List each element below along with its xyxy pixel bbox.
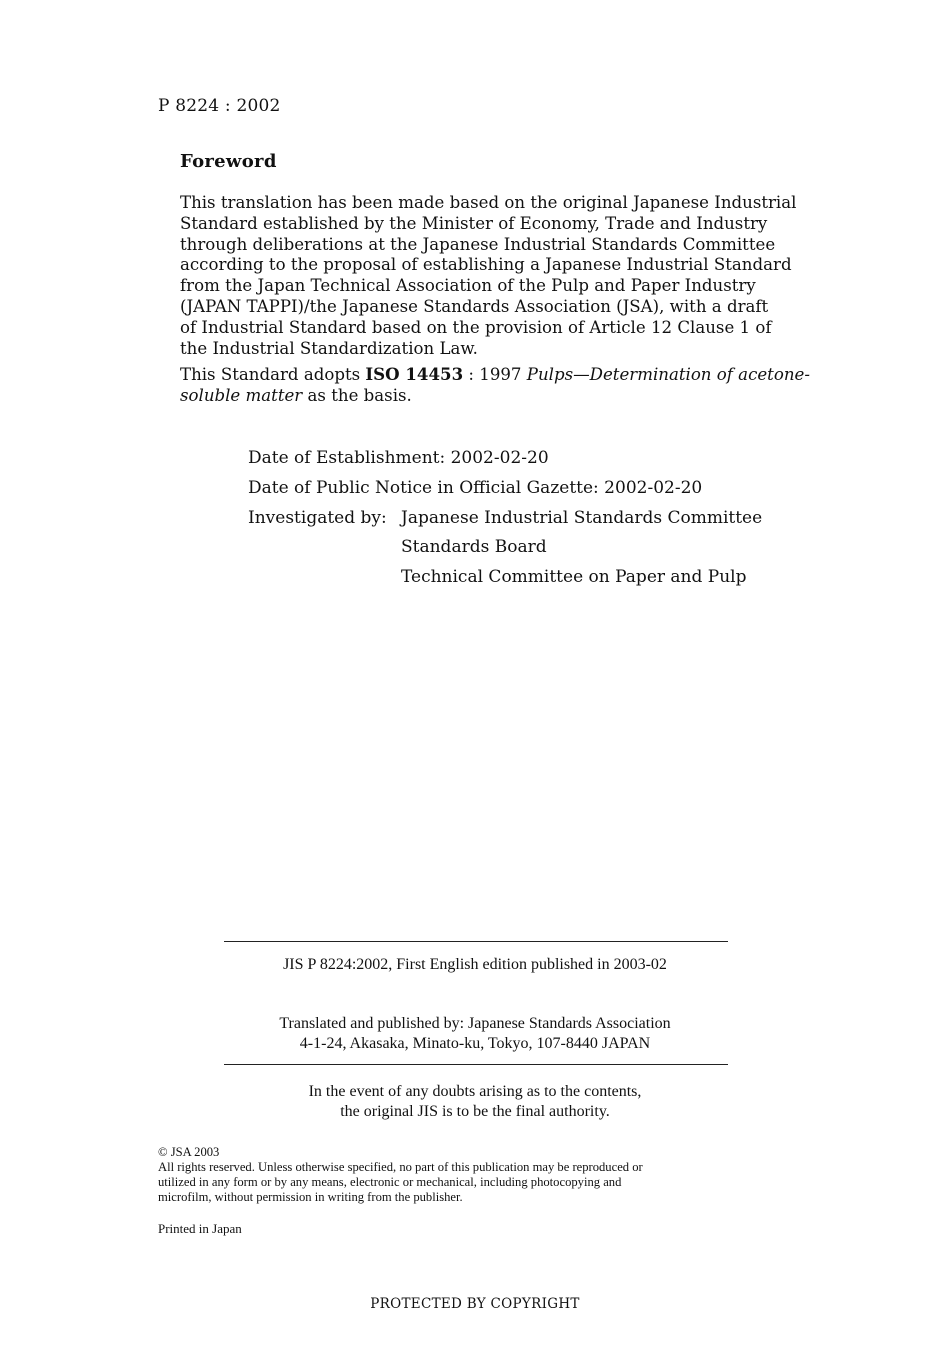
date-of-establishment: Date of Establishment: 2002-02-20 — [248, 448, 549, 468]
divider-bottom — [224, 1064, 728, 1065]
iso-title-line1: Pulps—Determination of acetone- — [526, 365, 810, 384]
foreword-line: (JAPAN TAPPI)/the Japanese Standards Association (JSA), with a draft — [180, 296, 769, 316]
foreword-line: the Industrial Standardization Law. — [180, 338, 478, 358]
copyright-notice: © JSA 2003 — [158, 1145, 220, 1159]
rights-line: utilized in any form or by any means, electronic or mechanical, including photocopying and — [158, 1175, 622, 1189]
investigator: Standards Board — [401, 537, 547, 558]
iso-reference: ISO 14453 — [365, 364, 464, 384]
standard-number: P 8224 : 2002 — [158, 96, 281, 116]
publisher-line-1: Translated and published by: Japanese Standards Association — [279, 1015, 671, 1032]
edition-line: JIS P 8224:2002, First English edition published in 2003-02 — [283, 956, 667, 973]
authority-line-2: the original JIS is to be the final authority. — [340, 1103, 610, 1120]
copyright-block — [158, 1145, 798, 1205]
foreword-line: This translation has been made based on the original Japanese Industrial — [180, 193, 797, 212]
iso-title-line2: soluble matter — [180, 385, 303, 405]
publisher-line-2: 4-1-24, Akasaka, Minato-ku, Tokyo, 107-8440 JAPAN — [299, 1035, 651, 1052]
adopted-standard-statement — [180, 364, 810, 407]
protected-by-copyright: PROTECTED BY COPYRIGHT — [370, 1296, 580, 1312]
investigated-by-row — [248, 504, 762, 534]
adopts-suffix: as the basis. — [302, 385, 412, 405]
date-of-public-notice: Date of Public Notice in Official Gazette: 2002-02-20 — [248, 477, 703, 498]
foreword-line: through deliberations at the Japanese Industrial Standards Committee — [180, 234, 776, 254]
foreword-body — [180, 193, 797, 359]
investigator: Japanese Industrial Standards Committee — [401, 507, 763, 528]
investigated-by-row — [248, 563, 762, 593]
authority-line-1: In the event of any doubts arising as to the contents, — [308, 1083, 642, 1100]
investigated-by-row — [248, 533, 762, 563]
foreword-line: according to the proposal of establishing a Japanese Industrial Standard — [180, 255, 792, 275]
foreword-heading: Foreword — [180, 151, 277, 172]
foreword-line: from the Japan Technical Association of the Pulp and Paper Industry — [180, 276, 756, 296]
divider-top — [224, 941, 728, 942]
rights-line: All rights reserved. Unless otherwise specified, no part of this publication may be reproduced or — [158, 1160, 643, 1174]
printed-in: Printed in Japan — [158, 1221, 242, 1236]
iso-year: : 1997 — [463, 365, 527, 384]
dates-block — [248, 444, 762, 593]
foreword-line: Standard established by the Minister of Economy, Trade and Industry — [180, 213, 768, 233]
investigator: Technical Committee on Paper and Pulp — [401, 567, 747, 588]
rights-line: microfilm, without permission in writing from the publisher. — [158, 1190, 463, 1204]
foreword-line: of Industrial Standard based on the provision of Article 12 Clause 1 of — [180, 317, 772, 337]
investigated-by-label: Investigated by: — [248, 507, 387, 528]
adopts-prefix: This Standard adopts — [180, 365, 366, 384]
